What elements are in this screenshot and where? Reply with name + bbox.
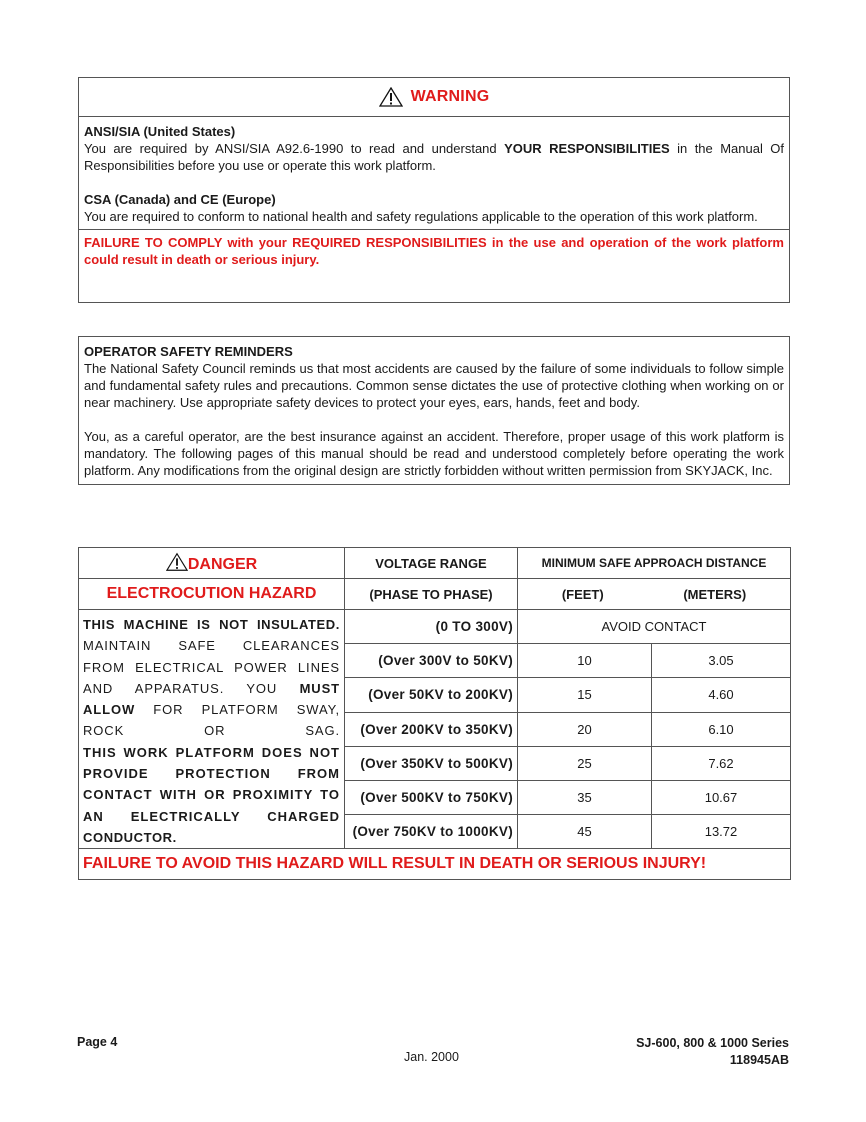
- must-allow-text: MUST ALLOW: [83, 680, 340, 718]
- feet-cell: 45: [518, 815, 652, 849]
- warning-triangle-icon: [379, 87, 403, 107]
- electrocution-hazard-label: ELECTROCUTION HAZARD: [79, 579, 345, 610]
- voltage-cell: (Over 200KV to 350KV): [345, 712, 518, 746]
- danger-title-cell: [79, 548, 345, 579]
- units-header: [518, 579, 791, 610]
- danger-title: DANGER: [187, 556, 258, 573]
- feet-cell: 25: [518, 746, 652, 780]
- table-subheader-row: [79, 579, 791, 610]
- meters-header: (METERS): [683, 586, 747, 602]
- feet-header: (FEET): [561, 586, 604, 602]
- reminders-paragraph-2: You, as a careful operator, are the best insurance against an accident. Therefore, proper usage of this work platform is mandatory. The following pages of this manual should be read and understood completely before operating the work platform. Any modifications from the original design are strictly forbidden without written permission from SKYJACK, Inc.: [84, 429, 784, 478]
- voltage-cell: (Over 300V to 50KV): [345, 644, 518, 678]
- meters-cell: 7.62: [652, 746, 791, 780]
- meters-cell: 4.60: [652, 678, 791, 712]
- danger-failure-row: [79, 849, 791, 880]
- warning-triangle-icon: [166, 552, 188, 572]
- sway-text: FOR PLATFORM SWAY, ROCK OR SAG.: [83, 702, 340, 739]
- voltage-cell: (Over 50KV to 200KV): [345, 678, 518, 712]
- warning-box: [78, 77, 790, 303]
- avoid-contact-cell: AVOID CONTACT: [518, 610, 791, 644]
- danger-failure-text: FAILURE TO AVOID THIS HAZARD WILL RESULT IN DEATH OR SERIOUS INJURY!: [79, 849, 791, 880]
- feet-cell: 35: [518, 780, 652, 814]
- meters-cell: 3.05: [652, 644, 791, 678]
- footer-date: Jan. 2000: [404, 1050, 459, 1064]
- conductor-text: CONDUCTOR.: [83, 829, 177, 845]
- no-protection-text: THIS WORK PLATFORM DOES NOT PROVIDE PROTECTION FROM CONTACT WITH OR PROXIMITY TO AN ELECTRICALLY CHARGED: [83, 744, 340, 824]
- min-safe-distance-header: MINIMUM SAFE APPROACH DISTANCE: [518, 548, 791, 579]
- feet-cell: 10: [518, 644, 652, 678]
- ansi-text-post: in the Manual Of Responsibilities before you use or operate this work platform.: [84, 141, 784, 173]
- table-row: [79, 610, 791, 644]
- table-header-row: [79, 548, 791, 579]
- ansi-heading: ANSI/SIA (United States): [84, 124, 236, 139]
- meters-cell: 10.67: [652, 780, 791, 814]
- series-name: SJ-600, 800 & 1000 Series: [636, 1036, 789, 1050]
- ansi-text-pre: You are required by ANSI/SIA A92.6-1990 to read and understand: [84, 141, 505, 156]
- not-insulated-text: THIS MACHINE IS NOT INSULATED.: [83, 617, 340, 632]
- voltage-cell: (Over 750KV to 1000KV): [345, 815, 518, 849]
- danger-table: [78, 547, 791, 880]
- voltage-cell: (Over 350KV to 500KV): [345, 746, 518, 780]
- warning-body: [79, 117, 789, 230]
- ansi-text-bold: YOUR RESPONSIBILITIES: [504, 141, 670, 156]
- warning-failure-text: FAILURE TO COMPLY with your REQUIRED RESPONSIBILITIES in the use and operation of the work platform could result in death or serious injury.: [84, 235, 784, 267]
- feet-cell: 20: [518, 712, 652, 746]
- warning-header: [79, 78, 789, 117]
- clearance-text: MAINTAIN SAFE CLEARANCES FROM ELECTRICAL POWER LINES AND APPARATUS. YOU: [83, 638, 340, 696]
- page-number: Page 4: [77, 1035, 118, 1049]
- voltage-range-header: VOLTAGE RANGE: [345, 548, 518, 579]
- voltage-cell: (0 TO 300V): [345, 610, 518, 644]
- meters-cell: 6.10: [652, 712, 791, 746]
- feet-cell: 15: [518, 678, 652, 712]
- voltage-cell: (Over 500KV to 750KV): [345, 780, 518, 814]
- warning-title: WARNING: [410, 88, 490, 105]
- meters-cell: 13.72: [652, 815, 791, 849]
- document-number: 118945AB: [729, 1053, 789, 1067]
- footer-series-info: [636, 1035, 789, 1069]
- csa-heading: CSA (Canada) and CE (Europe): [84, 192, 276, 207]
- reminders-heading: OPERATOR SAFETY REMINDERS: [84, 344, 293, 359]
- reminders-paragraph-1: The National Safety Council reminds us that most accidents are caused by the failure of some individuals to follow simple and fundamental safety rules and precautions. Common sense dictates the use of protective clothing when working on or near machinery. Use appropriate safety devices to protect your eyes, ears, hands, feet and body.: [84, 361, 784, 410]
- csa-text: You are required to conform to national health and safety regulations applicable to the operation of this work platform.: [84, 209, 758, 224]
- insulation-warning-text: [79, 610, 345, 849]
- operator-safety-reminders-box: [78, 336, 790, 485]
- ansi-text: [84, 140, 784, 174]
- phase-to-phase-header: (PHASE TO PHASE): [345, 579, 518, 610]
